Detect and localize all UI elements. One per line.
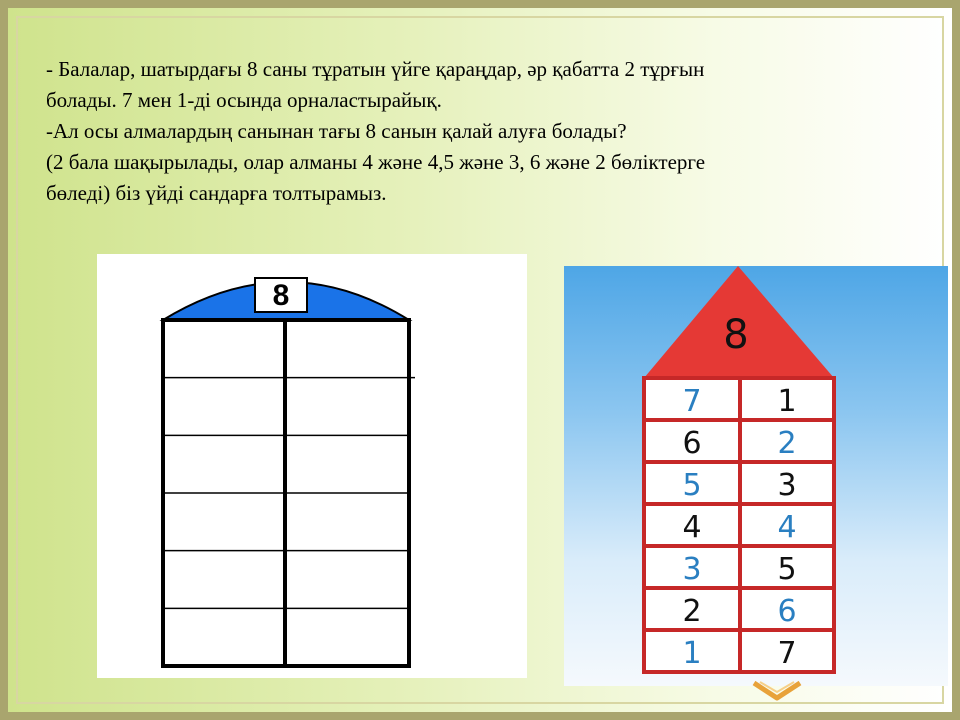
row-right-number: 2 xyxy=(777,425,797,461)
house-number-rows xyxy=(644,378,834,672)
row-right-number: 4 xyxy=(777,509,797,545)
empty-house-image xyxy=(97,254,527,678)
roof-number: 8 xyxy=(723,312,749,358)
house-floors-grid xyxy=(163,320,415,666)
text-line: - Балалар, шатырдағы 8 саны тұратын үйге қараңдар, әр қабатта 2 тұрғын xyxy=(46,57,705,81)
filled-house-image xyxy=(564,266,948,686)
row-right-number: 7 xyxy=(777,635,797,671)
slide-text xyxy=(46,54,916,209)
row-left-number: 4 xyxy=(682,509,702,545)
row-right-number: 3 xyxy=(777,467,797,503)
row-left-number: 1 xyxy=(682,635,702,671)
row-right-number: 5 xyxy=(777,551,797,587)
text-line: болады. 7 мен 1-ді осында орналастырайық. xyxy=(46,88,442,112)
row-left-number: 6 xyxy=(682,425,702,461)
roof-number: 8 xyxy=(272,279,290,312)
text-line: (2 бала шақырылады, олар алманы 4 және 4,5 және 3, 6 және 2 бөліктерге xyxy=(46,150,706,174)
empty-house-drawing xyxy=(97,254,527,678)
row-right-number: 1 xyxy=(777,383,797,419)
next-chevron-icon[interactable] xyxy=(752,680,802,702)
filled-house-drawing xyxy=(564,266,948,686)
row-left-number: 5 xyxy=(682,467,702,503)
text-line: -Ал осы алмалардың санынан тағы 8 санын қалай алуға болады? xyxy=(46,119,627,143)
row-left-number: 3 xyxy=(682,551,702,587)
row-left-number: 7 xyxy=(682,383,702,419)
row-left-number: 2 xyxy=(682,593,702,629)
row-right-number: 6 xyxy=(777,593,797,629)
text-line: бөледі) біз үйді сандарға толтырамыз. xyxy=(46,181,387,205)
